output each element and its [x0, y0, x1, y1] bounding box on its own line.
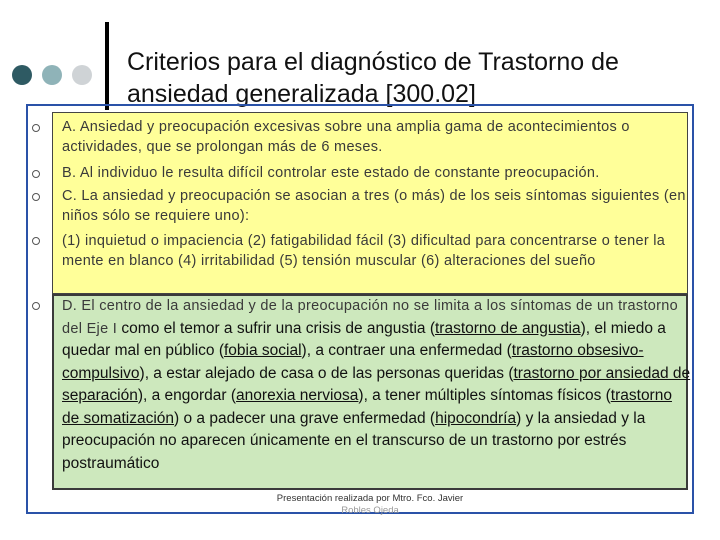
- link-trastorno-de-somatizacion[interactable]: trastorno de somatización: [62, 387, 672, 427]
- criterion-d-text: ), a estar alejado de casa o de las personas queridas (: [139, 364, 514, 382]
- criterion-d-intro: D. El centro de la ansiedad y de la preocupación no se limita a los síntomas de un trastorno del Eje I: [62, 298, 678, 337]
- link-trastorno-obsesivo-compulsivo[interactable]: trastorno obsesivo-compulsivo: [62, 342, 644, 382]
- criterion-d-text: ), a tener múltiples síntomas físicos (: [358, 387, 611, 404]
- slide-footer: [200, 493, 540, 517]
- criterion-d-text: ), el miedo a quedar mal en público (: [62, 319, 666, 359]
- criterion-d-text: como el temor a sufrir una crisis de angustia (: [121, 319, 435, 337]
- decor-dot-dark: [12, 65, 32, 85]
- criterion-d-text: ), a engordar (: [137, 387, 237, 404]
- criterion-d: [62, 296, 692, 475]
- criterion-d-text: ) y la ansiedad y la preocupación no aparecen únicamente en el transcurso de un trastorno por estrés postraumático: [62, 409, 646, 472]
- criterion-c: C. La ansiedad y preocupación se asocian a tres (o más) de los seis síntomas siguientes (en niños sólo se requiere uno):: [62, 188, 686, 224]
- decor-dot-light: [72, 65, 92, 85]
- criterion-d-text: ) o a padecer una grave enfermedad (: [174, 409, 436, 427]
- link-trastorno-de-angustia[interactable]: trastorno de angustia: [435, 319, 581, 337]
- criterion-d-text: ), a contraer una enfermedad (: [301, 342, 512, 359]
- link-trastorno-ansiedad-separacion[interactable]: trastorno por ansiedad de separación: [62, 364, 691, 404]
- title-divider: [105, 22, 109, 110]
- criterion-a: A. Ansiedad y preocupación excesivas sobre una amplia gama de acontecimientos o actividades, que se prolongan más de 6 meses.: [62, 119, 630, 155]
- footer-credit-line1: Presentación realizada por Mtro. Fco. Javier: [276, 493, 464, 504]
- bullet-icon: [32, 193, 40, 201]
- link-anorexia-nerviosa[interactable]: anorexia nerviosa: [236, 387, 359, 404]
- slide-title: Criterios para el diagnóstico de Trastorno de ansiedad generalizada [300.02]: [127, 48, 619, 108]
- link-hipocondria[interactable]: hipocondría: [435, 409, 517, 427]
- bullet-icon: [32, 124, 40, 132]
- decor-dot-mid: [42, 65, 62, 85]
- bullet-icon: [32, 237, 40, 245]
- footer-credit-line2: Robles Ojeda: [341, 505, 399, 516]
- link-fobia-social[interactable]: fobia social: [224, 342, 302, 359]
- criterion-b: B. Al individuo le resulta difícil controlar este estado de constante preocupación.: [62, 165, 600, 181]
- bullet-icon: [32, 170, 40, 178]
- bullet-icon: [32, 302, 40, 310]
- criterion-c-symptoms: (1) inquietud o impaciencia (2) fatigabilidad fácil (3) dificultad para concentrarse o tener la mente en blanco (4) irritabilidad (5) tensión muscular (6) alteraciones del sueño: [62, 233, 666, 269]
